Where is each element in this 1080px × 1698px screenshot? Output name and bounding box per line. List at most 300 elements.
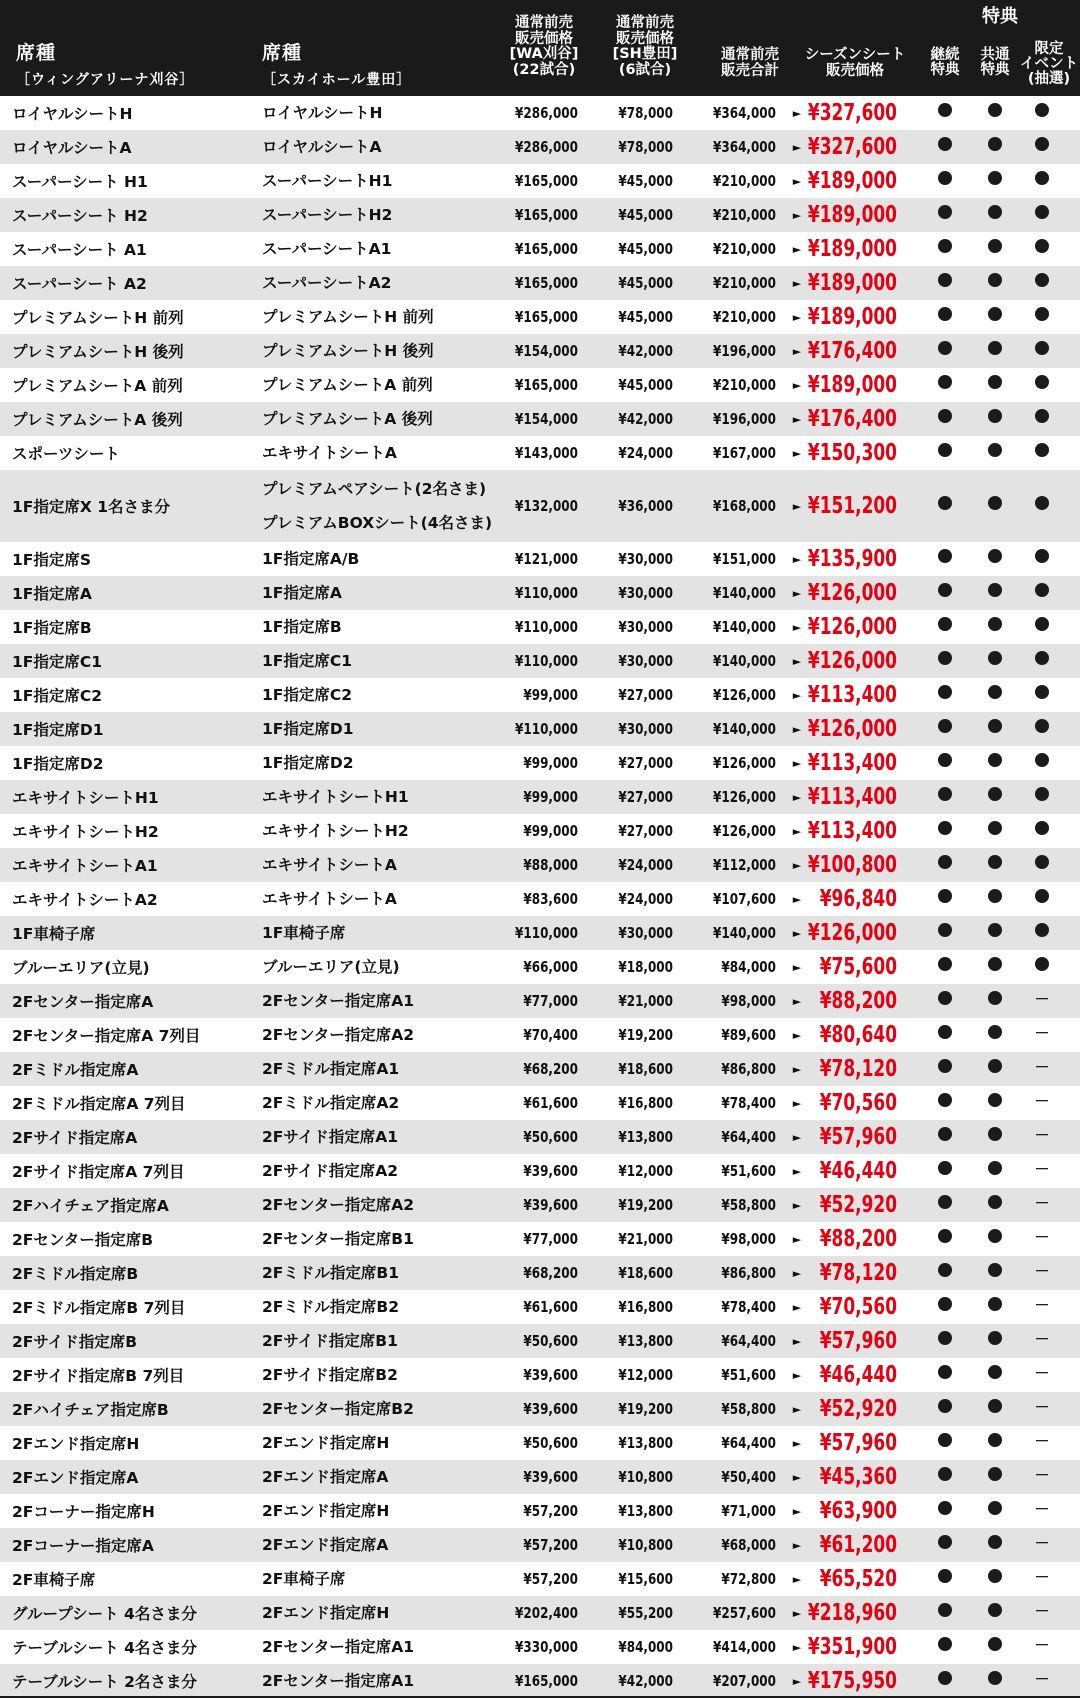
filled-dot-icon bbox=[988, 821, 1002, 835]
table-row bbox=[0, 610, 1080, 644]
seat-type-wing-arena: テーブルシート 2名さま分 bbox=[12, 1673, 197, 1691]
price-sky-hall: ¥42,000 bbox=[618, 410, 673, 428]
seat-type-sky-hall-line: 2Fミドル指定席A1 bbox=[262, 1060, 400, 1078]
seat-type-sky-hall-line: 2Fセンター指定席B1 bbox=[262, 1230, 414, 1248]
perk-limited-event bbox=[1027, 950, 1057, 984]
seat-type-sky-hall bbox=[262, 848, 502, 882]
arrow-icon: ► bbox=[792, 1062, 802, 1076]
price-sky-hall: ¥18,600 bbox=[618, 1060, 673, 1078]
dash-icon: － bbox=[1034, 1193, 1050, 1212]
season-seat-price: ¥126,000 bbox=[807, 580, 897, 606]
table-row bbox=[0, 470, 1080, 542]
price-sky-hall: ¥21,000 bbox=[618, 1230, 673, 1248]
seat-type-wing-arena: 1F指定席C1 bbox=[12, 653, 103, 671]
seat-type-sky-hall-line: 2Fサイド指定席A1 bbox=[262, 1128, 399, 1146]
perk-continuation bbox=[930, 678, 960, 712]
filled-dot-icon bbox=[938, 1059, 952, 1073]
perk-limited-event bbox=[1027, 1664, 1057, 1698]
filled-dot-icon bbox=[988, 1059, 1002, 1073]
price-sky-hall: ¥45,000 bbox=[618, 206, 673, 224]
perk-limited-event bbox=[1027, 644, 1057, 678]
season-seat-price: ¥351,900 bbox=[807, 1634, 897, 1660]
filled-dot-icon bbox=[988, 1331, 1002, 1345]
perk-limited-event bbox=[1027, 334, 1057, 368]
seat-type-sky-hall bbox=[262, 1392, 502, 1426]
dash-icon: － bbox=[1034, 1023, 1050, 1042]
filled-dot-icon bbox=[938, 1569, 952, 1583]
table-row bbox=[0, 1290, 1080, 1324]
perk-common bbox=[980, 1494, 1010, 1528]
arrow-icon: ► bbox=[792, 1606, 802, 1620]
seat-type-sky-hall bbox=[262, 984, 502, 1018]
perk-continuation bbox=[930, 1018, 960, 1052]
perk-continuation bbox=[930, 1188, 960, 1222]
seat-type-wing-arena: ブルーエリア(立見) bbox=[12, 959, 150, 977]
price-sky-hall: ¥12,000 bbox=[618, 1162, 673, 1180]
price-total: ¥210,000 bbox=[713, 172, 776, 190]
price-wing-arena: ¥88,000 bbox=[523, 856, 578, 874]
seat-type-sky-hall bbox=[262, 232, 502, 266]
filled-dot-icon bbox=[988, 1501, 1002, 1515]
seat-type-wing-arena: グループシート 4名さま分 bbox=[12, 1605, 197, 1623]
arrow-icon: ► bbox=[792, 858, 802, 872]
seat-type-wing-arena: スーパーシート H1 bbox=[12, 173, 148, 191]
perk-continuation bbox=[930, 130, 960, 164]
dash-icon: － bbox=[1034, 1601, 1050, 1620]
table-row bbox=[0, 402, 1080, 436]
arrow-icon: ► bbox=[792, 756, 802, 770]
perk-common bbox=[980, 1596, 1010, 1630]
filled-dot-icon bbox=[988, 923, 1002, 937]
price-sky-hall: ¥45,000 bbox=[618, 274, 673, 292]
perk-continuation bbox=[930, 436, 960, 470]
seat-type-sky-hall bbox=[262, 1358, 502, 1392]
price-total: ¥210,000 bbox=[713, 206, 776, 224]
season-seat-price: ¥63,900 bbox=[819, 1498, 897, 1524]
arrow-icon: ► bbox=[792, 1164, 802, 1178]
arrow-icon: ► bbox=[792, 174, 802, 188]
perk-limited-event bbox=[1027, 1222, 1057, 1256]
seat-type-sky-hall bbox=[262, 1188, 502, 1222]
perk-continuation bbox=[930, 1596, 960, 1630]
seat-type-sky-hall bbox=[262, 644, 502, 678]
seat-type-sky-hall bbox=[262, 266, 502, 300]
arrow-icon: ► bbox=[792, 586, 802, 600]
seat-type-sky-hall-line: 2Fセンター指定席B2 bbox=[262, 1400, 414, 1418]
dash-icon: － bbox=[1034, 1499, 1050, 1518]
table-row bbox=[0, 1086, 1080, 1120]
perk-continuation bbox=[930, 576, 960, 610]
seat-type-sky-hall-line: 2Fエンド指定席A bbox=[262, 1468, 389, 1486]
price-sky-hall: ¥30,000 bbox=[618, 550, 673, 568]
filled-dot-icon bbox=[1035, 307, 1049, 321]
season-seat-price: ¥189,000 bbox=[807, 270, 897, 296]
filled-dot-icon bbox=[938, 1229, 952, 1243]
filled-dot-icon bbox=[1035, 719, 1049, 733]
filled-dot-icon bbox=[1035, 957, 1049, 971]
seat-type-sky-hall bbox=[262, 576, 502, 610]
perk-limited-event bbox=[1027, 780, 1057, 814]
table-row bbox=[0, 96, 1080, 130]
seat-type-sky-hall-line: ロイヤルシートA bbox=[262, 138, 382, 156]
filled-dot-icon bbox=[1035, 205, 1049, 219]
price-wing-arena: ¥202,400 bbox=[515, 1604, 578, 1622]
season-seat-price: ¥189,000 bbox=[807, 304, 897, 330]
price-total: ¥414,000 bbox=[713, 1638, 776, 1656]
perk-limited-event bbox=[1027, 678, 1057, 712]
table-row bbox=[0, 266, 1080, 300]
table-body bbox=[0, 96, 1080, 1698]
seat-type-wing-arena: 2Fセンター指定席A bbox=[12, 993, 154, 1011]
arrow-icon: ► bbox=[792, 1300, 802, 1314]
price-sky-hall: ¥19,200 bbox=[618, 1026, 673, 1044]
filled-dot-icon bbox=[938, 889, 952, 903]
filled-dot-icon bbox=[988, 583, 1002, 597]
perk-continuation bbox=[930, 1154, 960, 1188]
seat-type-wing-arena: 1F指定席D1 bbox=[12, 721, 104, 739]
price-wing-arena: ¥70,400 bbox=[523, 1026, 578, 1044]
arrow-icon: ► bbox=[792, 1402, 802, 1416]
header-col-sh-sub: ［スカイホール豊田］ bbox=[262, 72, 412, 88]
perk-common bbox=[980, 436, 1010, 470]
perk-common bbox=[980, 334, 1010, 368]
perk-common bbox=[980, 984, 1010, 1018]
seat-type-sky-hall bbox=[262, 746, 502, 780]
seat-type-wing-arena: エキサイトシートA2 bbox=[12, 891, 158, 909]
table-row bbox=[0, 1018, 1080, 1052]
perk-continuation bbox=[930, 1426, 960, 1460]
seat-type-sky-hall bbox=[262, 1222, 502, 1256]
filled-dot-icon bbox=[1035, 651, 1049, 665]
header-col-wa-title: 席種 bbox=[16, 42, 57, 64]
price-sky-hall: ¥45,000 bbox=[618, 240, 673, 258]
header-col-total: 通常前売 販売合計 bbox=[721, 47, 779, 79]
price-wing-arena: ¥165,000 bbox=[515, 274, 578, 292]
seat-type-wing-arena: 2Fハイチェア指定席A bbox=[12, 1197, 169, 1215]
filled-dot-icon bbox=[938, 855, 952, 869]
price-total: ¥207,000 bbox=[713, 1672, 776, 1690]
filled-dot-icon bbox=[938, 1161, 952, 1175]
header-perk-continuation: 継続 特典 bbox=[930, 47, 960, 78]
season-seat-price: ¥100,800 bbox=[807, 852, 897, 878]
filled-dot-icon bbox=[1035, 375, 1049, 389]
price-sky-hall: ¥30,000 bbox=[618, 584, 673, 602]
season-seat-price: ¥126,000 bbox=[807, 614, 897, 640]
seat-type-sky-hall-line: スーパーシートH2 bbox=[262, 206, 393, 224]
arrow-icon: ► bbox=[792, 276, 802, 290]
season-seat-price: ¥151,200 bbox=[807, 493, 897, 519]
filled-dot-icon bbox=[988, 375, 1002, 389]
arrow-icon: ► bbox=[792, 552, 802, 566]
price-sky-hall: ¥45,000 bbox=[618, 376, 673, 394]
price-total: ¥86,800 bbox=[721, 1060, 776, 1078]
filled-dot-icon bbox=[938, 787, 952, 801]
price-total: ¥64,400 bbox=[721, 1332, 776, 1350]
seat-type-sky-hall-line: 2Fサイド指定席B2 bbox=[262, 1366, 398, 1384]
arrow-icon: ► bbox=[792, 208, 802, 222]
dash-icon: － bbox=[1034, 1431, 1050, 1450]
dash-icon: － bbox=[1034, 1397, 1050, 1416]
filled-dot-icon bbox=[938, 1127, 952, 1141]
price-wing-arena: ¥165,000 bbox=[515, 172, 578, 190]
seat-type-wing-arena: エキサイトシートH2 bbox=[12, 823, 159, 841]
price-wing-arena: ¥154,000 bbox=[515, 342, 578, 360]
season-seat-price: ¥96,840 bbox=[819, 886, 897, 912]
seat-type-sky-hall-line: エキサイトシートA bbox=[262, 890, 397, 908]
seat-type-wing-arena: 1F指定席B bbox=[12, 619, 92, 637]
arrow-icon: ► bbox=[792, 1232, 802, 1246]
seat-type-sky-hall bbox=[262, 780, 502, 814]
filled-dot-icon bbox=[988, 1433, 1002, 1447]
filled-dot-icon bbox=[938, 103, 952, 117]
seat-type-sky-hall bbox=[262, 1120, 502, 1154]
table-row bbox=[0, 1052, 1080, 1086]
perk-limited-event bbox=[1027, 368, 1057, 402]
seat-type-sky-hall-line: 2Fミドル指定席B2 bbox=[262, 1298, 399, 1316]
filled-dot-icon bbox=[1035, 137, 1049, 151]
header-col-season: シーズンシート 販売価格 bbox=[804, 47, 906, 79]
filled-dot-icon bbox=[988, 409, 1002, 423]
seat-type-wing-arena: 2Fコーナー指定席A bbox=[12, 1537, 154, 1555]
price-total: ¥151,000 bbox=[713, 550, 776, 568]
seat-type-wing-arena: 2Fサイド指定席A 7列目 bbox=[12, 1163, 185, 1181]
perk-continuation bbox=[930, 1086, 960, 1120]
seat-type-sky-hall-line: プレミアムシートA 後列 bbox=[262, 410, 433, 428]
seat-type-sky-hall-line: プレミアムBOXシート(4名さま) bbox=[262, 514, 493, 532]
table-row bbox=[0, 542, 1080, 576]
seat-type-sky-hall-line: 2Fセンター指定席A1 bbox=[262, 1638, 415, 1656]
table-row bbox=[0, 368, 1080, 402]
price-total: ¥196,000 bbox=[713, 342, 776, 360]
perk-common bbox=[980, 1120, 1010, 1154]
perk-limited-event bbox=[1027, 712, 1057, 746]
price-total: ¥64,400 bbox=[721, 1434, 776, 1452]
arrow-icon: ► bbox=[792, 1368, 802, 1382]
header-col-sh-title: 席種 bbox=[262, 42, 303, 64]
season-seat-price: ¥150,300 bbox=[807, 440, 897, 466]
arrow-icon: ► bbox=[792, 1198, 802, 1212]
price-sky-hall: ¥21,000 bbox=[618, 992, 673, 1010]
filled-dot-icon bbox=[988, 1229, 1002, 1243]
seat-type-sky-hall-line: プレミアムシートH 前列 bbox=[262, 308, 434, 326]
seat-type-sky-hall-line: 2Fサイド指定席A2 bbox=[262, 1162, 399, 1180]
season-seat-price: ¥189,000 bbox=[807, 168, 897, 194]
price-sky-hall: ¥10,800 bbox=[618, 1468, 673, 1486]
price-wing-arena: ¥83,600 bbox=[523, 890, 578, 908]
filled-dot-icon bbox=[988, 341, 1002, 355]
price-wing-arena: ¥66,000 bbox=[523, 958, 578, 976]
price-sky-hall: ¥84,000 bbox=[618, 1638, 673, 1656]
seat-type-wing-arena: 2Fサイド指定席B bbox=[12, 1333, 138, 1351]
perk-common bbox=[980, 1426, 1010, 1460]
seat-type-sky-hall-line: 2Fエンド指定席H bbox=[262, 1434, 390, 1452]
filled-dot-icon bbox=[988, 1671, 1002, 1685]
table-row bbox=[0, 712, 1080, 746]
season-seat-price: ¥75,600 bbox=[819, 954, 897, 980]
price-total: ¥58,800 bbox=[721, 1196, 776, 1214]
filled-dot-icon bbox=[1035, 496, 1049, 510]
perk-common bbox=[980, 1290, 1010, 1324]
filled-dot-icon bbox=[988, 753, 1002, 767]
filled-dot-icon bbox=[938, 923, 952, 937]
table-row bbox=[0, 1154, 1080, 1188]
price-total: ¥86,800 bbox=[721, 1264, 776, 1282]
seat-type-sky-hall-line: スーパーシートA2 bbox=[262, 274, 392, 292]
filled-dot-icon bbox=[938, 307, 952, 321]
perk-common bbox=[980, 232, 1010, 266]
season-seat-price: ¥189,000 bbox=[807, 236, 897, 262]
filled-dot-icon bbox=[1035, 171, 1049, 185]
seat-type-wing-arena: スーパーシート A1 bbox=[12, 241, 147, 259]
price-sky-hall: ¥55,200 bbox=[618, 1604, 673, 1622]
arrow-icon: ► bbox=[792, 994, 802, 1008]
perk-common bbox=[980, 1392, 1010, 1426]
filled-dot-icon bbox=[938, 443, 952, 457]
filled-dot-icon bbox=[988, 1161, 1002, 1175]
price-total: ¥210,000 bbox=[713, 376, 776, 394]
table-row bbox=[0, 814, 1080, 848]
filled-dot-icon bbox=[988, 1093, 1002, 1107]
filled-dot-icon bbox=[988, 957, 1002, 971]
table-row bbox=[0, 334, 1080, 368]
price-total: ¥64,400 bbox=[721, 1128, 776, 1146]
dash-icon: － bbox=[1034, 1635, 1050, 1654]
perk-limited-event bbox=[1027, 1154, 1057, 1188]
seat-type-sky-hall-line: エキサイトシートH2 bbox=[262, 822, 409, 840]
filled-dot-icon bbox=[938, 685, 952, 699]
arrow-icon: ► bbox=[792, 310, 802, 324]
arrow-icon: ► bbox=[792, 688, 802, 702]
dash-icon: － bbox=[1034, 1057, 1050, 1076]
seat-type-sky-hall bbox=[262, 164, 502, 198]
perk-limited-event bbox=[1027, 164, 1057, 198]
seat-type-wing-arena: プレミアムシートH 後列 bbox=[12, 343, 184, 361]
seat-type-sky-hall bbox=[262, 402, 502, 436]
price-wing-arena: ¥50,600 bbox=[523, 1332, 578, 1350]
filled-dot-icon bbox=[988, 1263, 1002, 1277]
filled-dot-icon bbox=[938, 821, 952, 835]
perk-common bbox=[980, 610, 1010, 644]
price-sky-hall: ¥45,000 bbox=[618, 308, 673, 326]
dash-icon: － bbox=[1034, 1329, 1050, 1348]
filled-dot-icon bbox=[1035, 239, 1049, 253]
price-total: ¥68,000 bbox=[721, 1536, 776, 1554]
price-wing-arena: ¥110,000 bbox=[515, 924, 578, 942]
seat-type-sky-hall bbox=[262, 1086, 502, 1120]
perk-limited-event bbox=[1027, 1188, 1057, 1222]
price-sky-hall: ¥15,600 bbox=[618, 1570, 673, 1588]
price-sky-hall: ¥18,600 bbox=[618, 1264, 673, 1282]
perk-continuation bbox=[930, 1290, 960, 1324]
perk-continuation bbox=[930, 1664, 960, 1698]
seat-type-wing-arena: 1F指定席X 1名さま分 bbox=[12, 498, 171, 516]
perk-limited-event bbox=[1027, 1256, 1057, 1290]
table-row bbox=[0, 1120, 1080, 1154]
price-sky-hall: ¥45,000 bbox=[618, 172, 673, 190]
filled-dot-icon bbox=[938, 1637, 952, 1651]
filled-dot-icon bbox=[988, 1637, 1002, 1651]
filled-dot-icon bbox=[938, 1535, 952, 1549]
header-perks-title: 特典 bbox=[982, 6, 1018, 27]
perk-continuation bbox=[930, 232, 960, 266]
seat-type-sky-hall-line: プレミアムシートH 後列 bbox=[262, 342, 434, 360]
seat-type-wing-arena: 2Fハイチェア指定席B bbox=[12, 1401, 169, 1419]
perk-limited-event bbox=[1027, 198, 1057, 232]
filled-dot-icon bbox=[938, 549, 952, 563]
price-wing-arena: ¥99,000 bbox=[523, 686, 578, 704]
price-sky-hall: ¥19,200 bbox=[618, 1196, 673, 1214]
filled-dot-icon bbox=[988, 1467, 1002, 1481]
seat-type-sky-hall-line: ブルーエリア(立見) bbox=[262, 958, 400, 976]
arrow-icon: ► bbox=[792, 1470, 802, 1484]
seat-type-sky-hall-line: 1F指定席D2 bbox=[262, 754, 354, 772]
seat-type-sky-hall bbox=[262, 1528, 502, 1562]
price-wing-arena: ¥165,000 bbox=[515, 1672, 578, 1690]
season-seat-price: ¥135,900 bbox=[807, 546, 897, 572]
perk-continuation bbox=[930, 1494, 960, 1528]
filled-dot-icon bbox=[1035, 617, 1049, 631]
filled-dot-icon bbox=[938, 137, 952, 151]
price-sky-hall: ¥30,000 bbox=[618, 924, 673, 942]
table-row bbox=[0, 1256, 1080, 1290]
arrow-icon: ► bbox=[792, 140, 802, 154]
price-wing-arena: ¥110,000 bbox=[515, 618, 578, 636]
price-total: ¥364,000 bbox=[713, 104, 776, 122]
filled-dot-icon bbox=[988, 171, 1002, 185]
price-wing-arena: ¥99,000 bbox=[523, 822, 578, 840]
price-sky-hall: ¥24,000 bbox=[618, 856, 673, 874]
season-seat-price: ¥218,960 bbox=[807, 1600, 897, 1626]
table-header bbox=[0, 0, 1080, 96]
table-row bbox=[0, 1188, 1080, 1222]
perk-continuation bbox=[930, 1528, 960, 1562]
seat-type-sky-hall-line: 2Fセンター指定席A2 bbox=[262, 1196, 415, 1214]
filled-dot-icon bbox=[938, 583, 952, 597]
perk-common bbox=[980, 1460, 1010, 1494]
perk-common bbox=[980, 130, 1010, 164]
price-total: ¥84,000 bbox=[721, 958, 776, 976]
table-row bbox=[0, 1324, 1080, 1358]
seat-type-wing-arena: ロイヤルシートA bbox=[12, 139, 132, 157]
seat-type-sky-hall bbox=[262, 96, 502, 130]
seat-type-wing-arena: 2Fセンター指定席B bbox=[12, 1231, 154, 1249]
filled-dot-icon bbox=[938, 239, 952, 253]
seat-type-wing-arena: 1F指定席D2 bbox=[12, 755, 104, 773]
seat-type-wing-arena: エキサイトシートH1 bbox=[12, 789, 159, 807]
perk-common bbox=[980, 96, 1010, 130]
arrow-icon: ► bbox=[792, 378, 802, 392]
seat-type-sky-hall-line: 2Fミドル指定席B1 bbox=[262, 1264, 399, 1282]
price-wing-arena: ¥143,000 bbox=[515, 444, 578, 462]
seat-type-wing-arena: 2Fミドル指定席B bbox=[12, 1265, 139, 1283]
header-col-wa-sub: ［ウィングアリーナ刈谷］ bbox=[16, 72, 195, 88]
price-total: ¥71,000 bbox=[721, 1502, 776, 1520]
price-sky-hall: ¥13,800 bbox=[618, 1332, 673, 1350]
arrow-icon: ► bbox=[792, 412, 802, 426]
filled-dot-icon bbox=[1035, 273, 1049, 287]
seat-type-wing-arena: エキサイトシートA1 bbox=[12, 857, 158, 875]
price-sky-hall: ¥13,800 bbox=[618, 1502, 673, 1520]
price-sky-hall: ¥78,000 bbox=[618, 104, 673, 122]
table-row bbox=[0, 882, 1080, 916]
dash-icon: － bbox=[1034, 1669, 1050, 1688]
perk-common bbox=[980, 198, 1010, 232]
arrow-icon: ► bbox=[792, 344, 802, 358]
season-seat-price: ¥113,400 bbox=[807, 682, 897, 708]
table-row bbox=[0, 130, 1080, 164]
perk-common bbox=[980, 1358, 1010, 1392]
price-wing-arena: ¥39,600 bbox=[523, 1162, 578, 1180]
